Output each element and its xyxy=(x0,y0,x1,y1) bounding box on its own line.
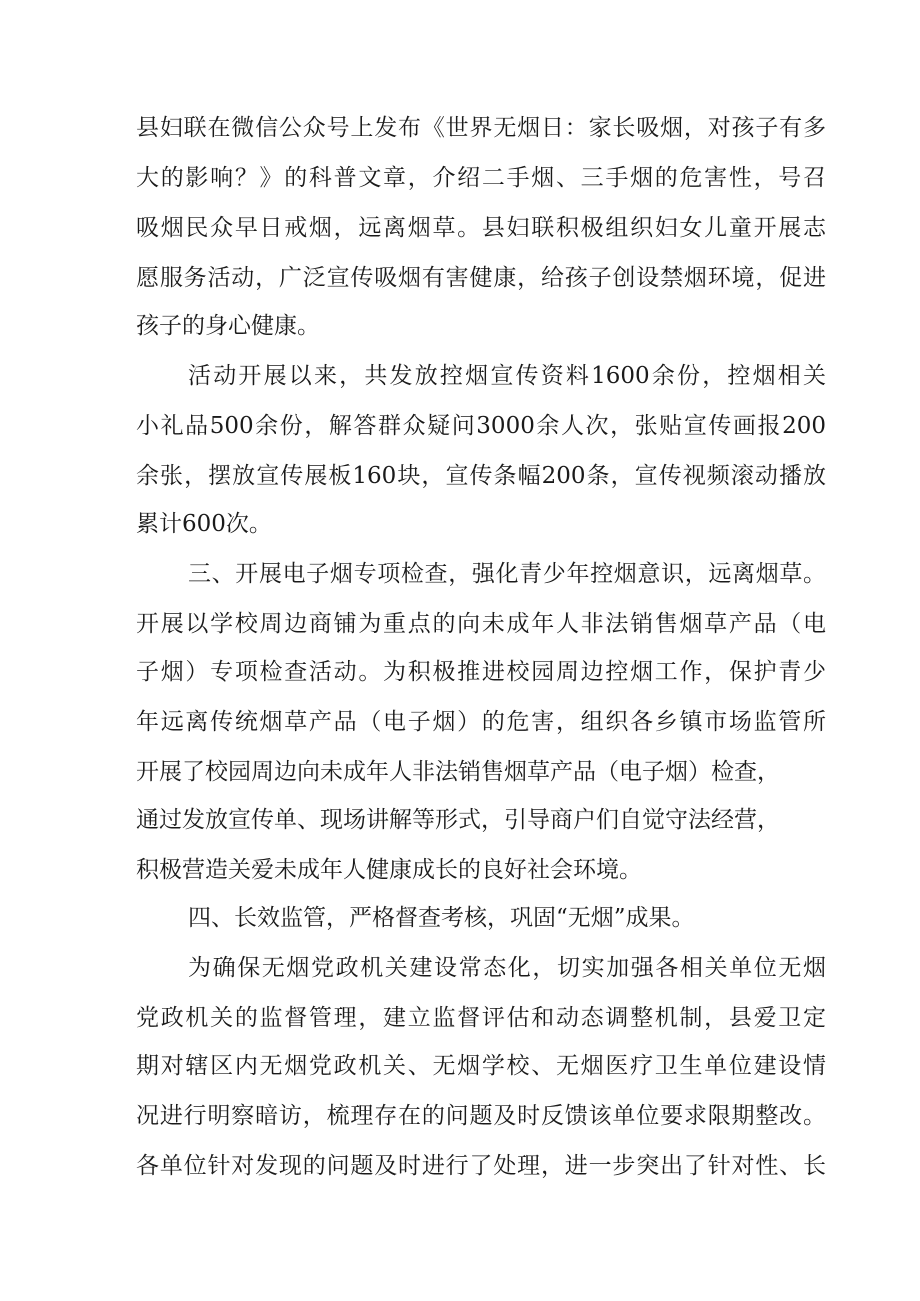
text-line-18: 为确保无烟党政机关建设常态化，切实加强各相关单位无烟 xyxy=(188,955,826,981)
text-line-21: 况进行明察暗访，梳理存在的问题及时反馈该单位要求限期整改。 xyxy=(136,1103,826,1129)
text-line-8: 余张，摆放宣传展板160块，宣传条幅200条，宣传视频滚动播放 xyxy=(136,463,826,489)
text-line-9: 累计600次。 xyxy=(136,511,272,537)
text-line-2: 大的影响？》的科普文章，介绍二手烟、三手烟的危害性，号召 xyxy=(136,165,826,191)
text-line-16: 积极营造关爱未成年人健康成长的良好社会环境。 xyxy=(136,857,642,883)
text-line-12: 子烟）专项检查活动。为积极推进校园周边控烟工作，保护青少 xyxy=(136,659,826,685)
text-line-5: 孩子的身心健康。 xyxy=(136,313,320,339)
text-line-19: 党政机关的监督管理，建立监督评估和动态调整机制，县爱卫定 xyxy=(136,1005,826,1031)
text-line-14: 开展了校园周边向未成年人非法销售烟草产品（电子烟）检查， xyxy=(136,759,780,785)
section-heading-4: 四、长效监管，严格督查考核，巩固“无烟”成果。 xyxy=(188,905,695,931)
text-line-13: 年远离传统烟草产品（电子烟）的危害，组织各乡镇市场监管所 xyxy=(136,709,826,735)
text-line-3: 吸烟民众早日戒烟，远离烟草。县妇联积极组织妇女儿童开展志 xyxy=(136,215,826,241)
text-line-22: 各单位针对发现的问题及时进行了处理，进一步突出了针对性、长 xyxy=(136,1153,826,1179)
text-line-20: 期对辖区内无烟党政机关、无烟学校、无烟医疗卫生单位建设情 xyxy=(136,1053,826,1079)
text-line-4: 愿服务活动，广泛宣传吸烟有害健康，给孩子创设禁烟环境，促进 xyxy=(136,265,826,291)
text-line-15: 通过发放宣传单、现场讲解等形式，引导商户们自觉守法经营， xyxy=(136,807,780,833)
text-line-1: 县妇联在微信公众号上发布《世界无烟日：家长吸烟，对孩子有多 xyxy=(136,115,826,141)
text-line-7: 小礼品500余份，解答群众疑问3000余人次，张贴宣传画报200 xyxy=(136,413,826,439)
text-line-11: 开展以学校周边商铺为重点的向未成年人非法销售烟草产品（电 xyxy=(136,611,826,637)
section-heading-3: 三、开展电子烟专项检查，强化青少年控烟意识，远离烟草。 xyxy=(188,561,826,587)
text-line-6: 活动开展以来，共发放控烟宣传资料1600余份，控烟相关 xyxy=(188,363,826,389)
